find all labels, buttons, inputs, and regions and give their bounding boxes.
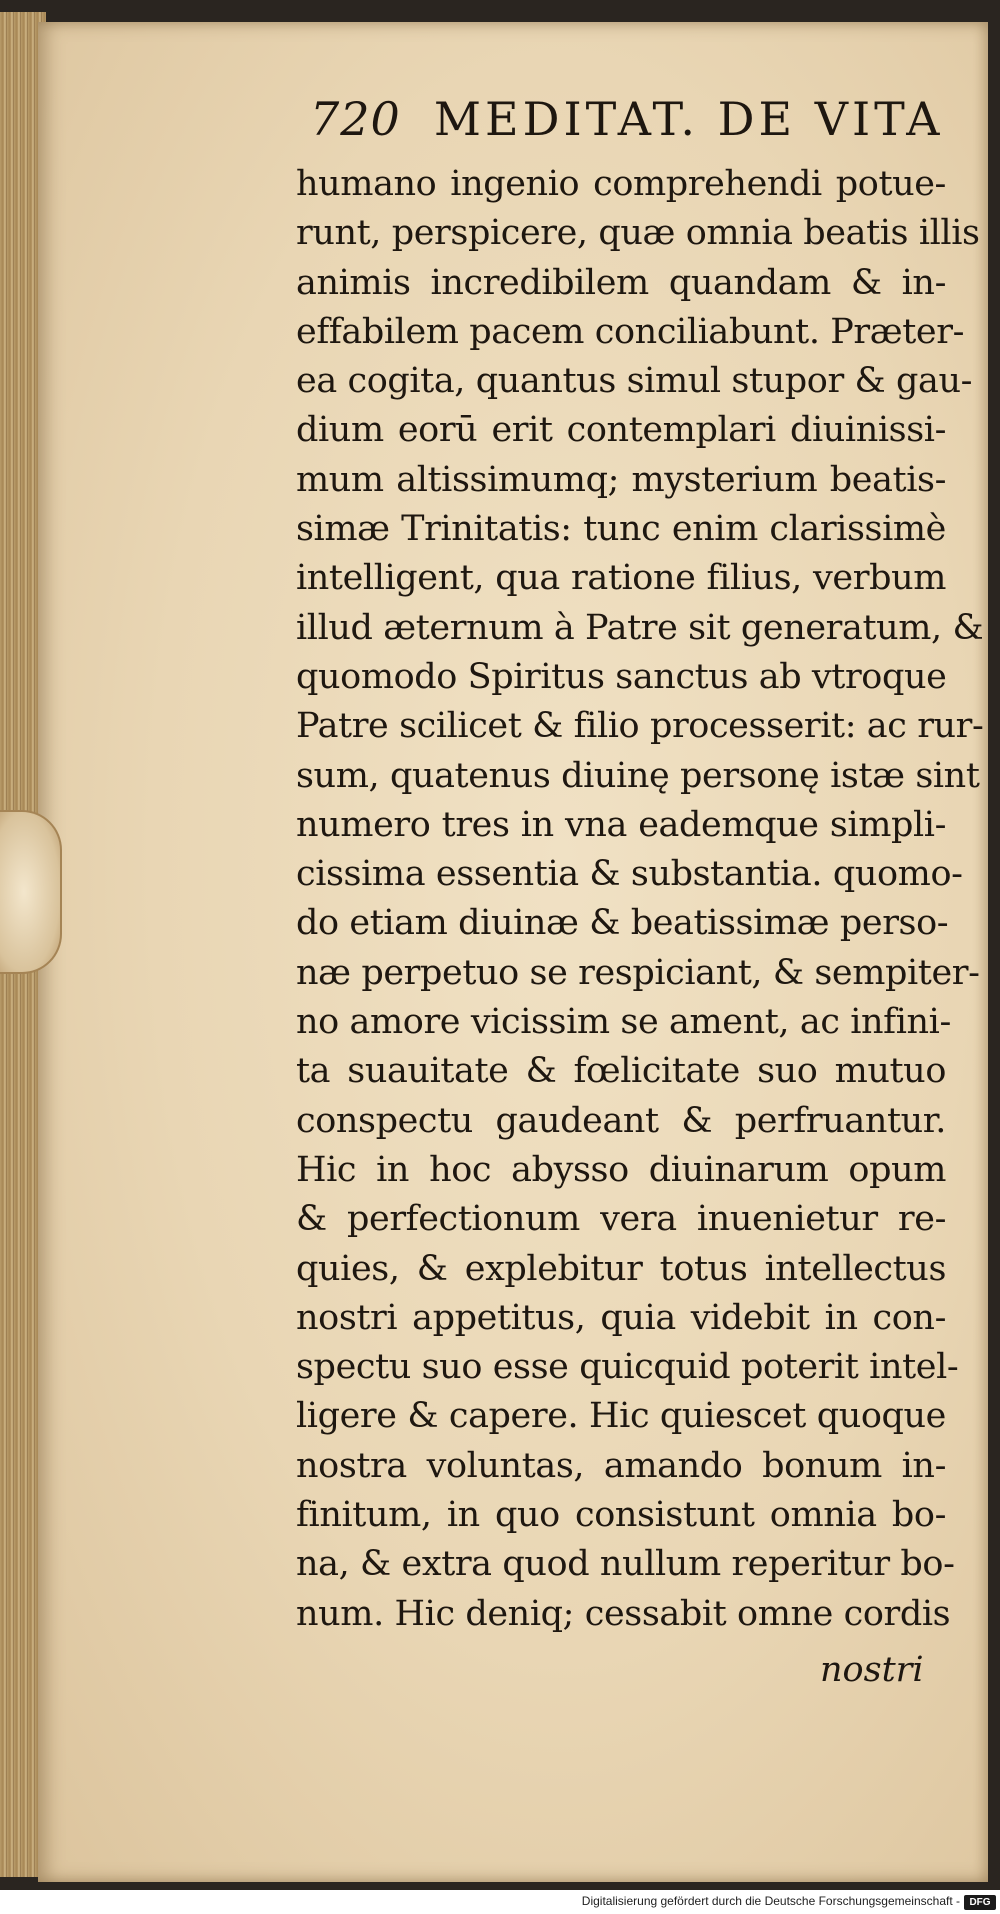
text-line: nostri appetitus, quia videbit in con- xyxy=(296,1297,946,1338)
text-line: sum, quatenus diuinę personę istæ sint xyxy=(296,755,980,796)
text-line: effabilem pacem conciliabunt. Præter- xyxy=(296,311,964,352)
page-header xyxy=(310,92,944,152)
text-line: næ perpetuo se respiciant, & sempiter- xyxy=(296,952,980,993)
text-line: conspectu gaudeant & perfruantur. xyxy=(296,1100,946,1141)
text-line: finitum, in quo consistunt omnia bo- xyxy=(296,1495,946,1536)
text-line: spectu suo esse quicquid poterit intel- xyxy=(296,1347,959,1388)
text-line: simæ Trinitatis: tunc enim clarissimè xyxy=(296,509,946,550)
text-line: no amore vicissim se ament, ac infini- xyxy=(296,1002,951,1043)
text-line: cissima essentia & substantia. quomo- xyxy=(296,854,963,895)
text-line: do etiam diuinæ & beatissimæ perso- xyxy=(296,903,949,944)
text-line: intelligent, qua ratione filius, verbum xyxy=(296,558,946,599)
digitization-footer xyxy=(0,1892,1000,1914)
text-line: Patre scilicet & filio processerit: ac rur- xyxy=(296,706,984,747)
text-line: num. Hic deniq; cessabit omne cordis xyxy=(296,1593,951,1634)
text-line: runt, perspicere, quæ omnia beatis illis xyxy=(296,213,980,254)
text-line: quomodo Spiritus sanctus ab vtroque xyxy=(296,656,947,697)
text-line: nostra voluntas, amando bonum in- xyxy=(296,1445,946,1486)
text-line: mum altissimumq; mysterium beatis- xyxy=(296,459,946,500)
text-line: ea cogita, quantus simul stupor & gau- xyxy=(296,361,973,402)
body-text xyxy=(296,160,984,1639)
text-line: ta suauitate & fœlicitate suo mutuo xyxy=(296,1051,946,1092)
text-line: illud æternum à Patre sit generatum, & xyxy=(296,607,984,648)
text-line: humano ingenio comprehendi potue- xyxy=(296,164,946,204)
text-line: quies, & explebitur totus intellectus xyxy=(296,1248,946,1289)
text-line: ligere & capere. Hic quiescet quoque xyxy=(296,1396,946,1437)
running-head: MEDITAT. DE VITA xyxy=(433,92,944,146)
text-line: & perfectionum vera inuenietur re- xyxy=(296,1199,946,1240)
catchword: nostri xyxy=(820,1650,924,1690)
funding-credit: Digitalisierung gefördert durch die Deutsche Forschungsgemeinschaft - xyxy=(581,1894,960,1908)
text-line: animis incredibilem quandam & in- xyxy=(296,262,946,303)
text-line: dium eorū erit contemplari diuinissi- xyxy=(296,410,946,451)
book-clasp xyxy=(0,810,62,974)
text-line: numero tres in vna eademque simpli- xyxy=(296,804,946,845)
text-line: na, & extra quod nullum reperitur bo- xyxy=(296,1544,955,1585)
dfg-logo: DFG xyxy=(964,1895,996,1910)
text-line: Hic in hoc abysso diuinarum opum xyxy=(296,1149,946,1190)
page-number: 720 xyxy=(310,92,401,146)
